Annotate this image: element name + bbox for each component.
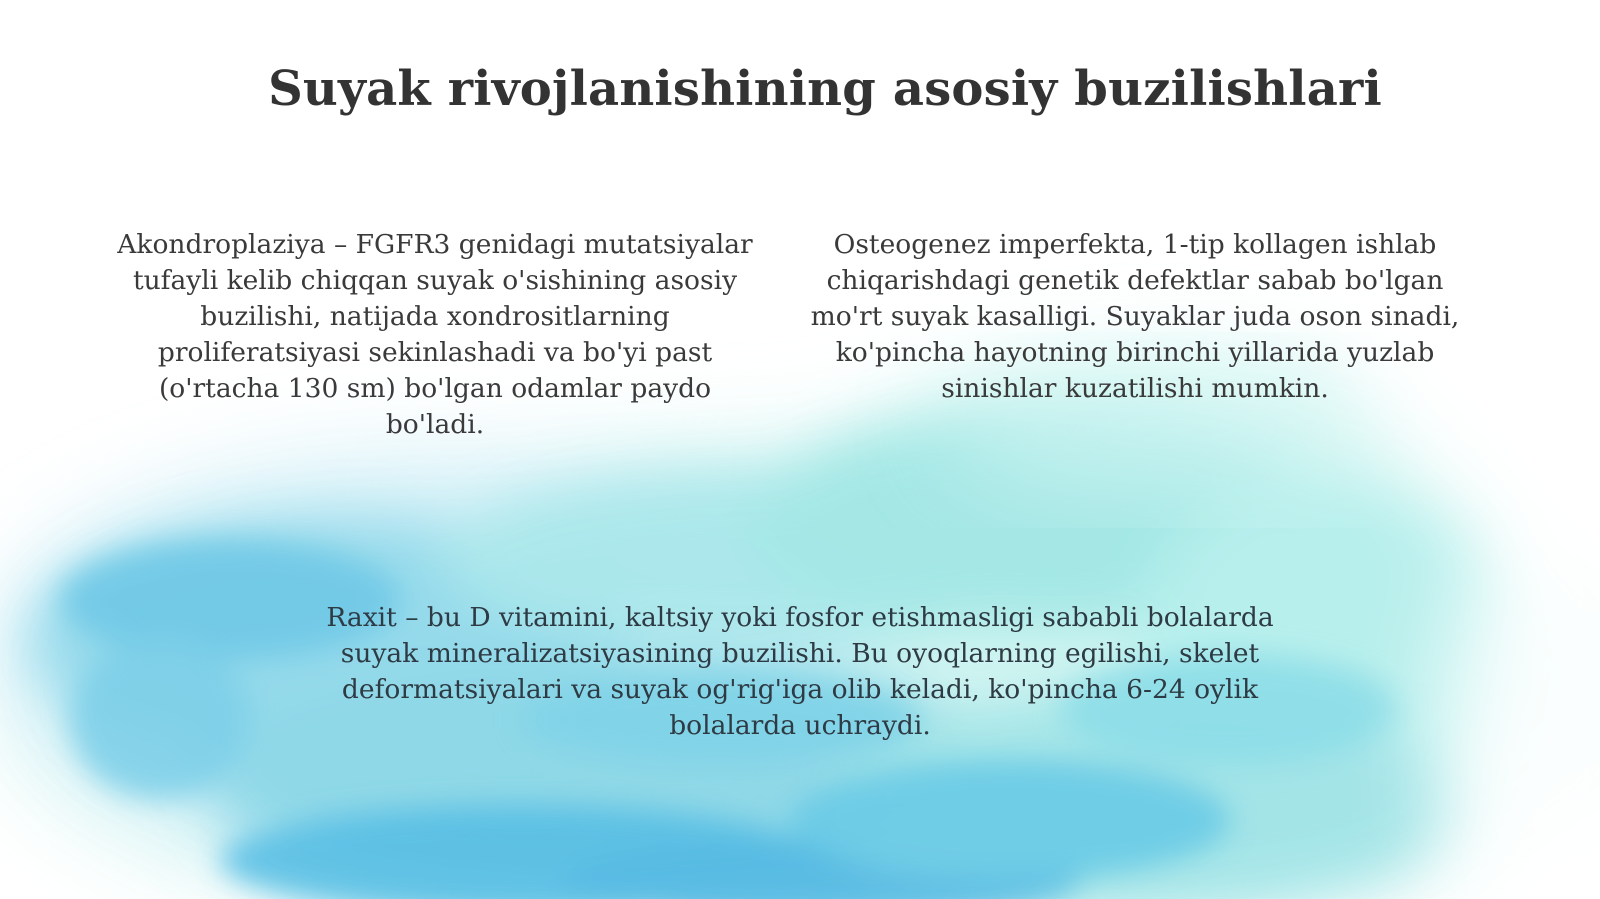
paragraph-raxit: Raxit – bu D vitamini, kaltsiy yoki fosfor etishmasligi sababli bolalarda suyak mineralizatsiyasining buzilishi. Bu oyoqlarning egilishi, skelet deformatsiyalari va suyak og'rig'iga olib keladi, ko'pincha 6-24 oylik bolalarda uchraydi. bbox=[326, 602, 1274, 741]
paragraph-osteogenez-imperfekta: Osteogenez imperfekta, 1-tip kollagen ishlab chiqarishdagi genetik defektlar sabab bo'lgan mo'rt suyak kasalligi. Suyaklar juda oson sinadi, ko'pincha hayotning birinchi yillarida yuzlab sinishlar kuzatilishi mumkin. bbox=[810, 229, 1460, 404]
slide-title: Suyak rivojlanishining asosiy buzilishlari bbox=[268, 61, 1382, 117]
paragraph-akondroplaziya: Akondroplaziya – FGFR3 genidagi mutatsiyalar tufayli kelib chiqqan suyak o'sishining asosiy buzilishi, natijada xondrositlarning proliferatsiyasi sekinlashadi va bo'yi past (o'rtacha 130 sm) bo'lgan odamlar paydo bo'ladi. bbox=[117, 229, 753, 440]
